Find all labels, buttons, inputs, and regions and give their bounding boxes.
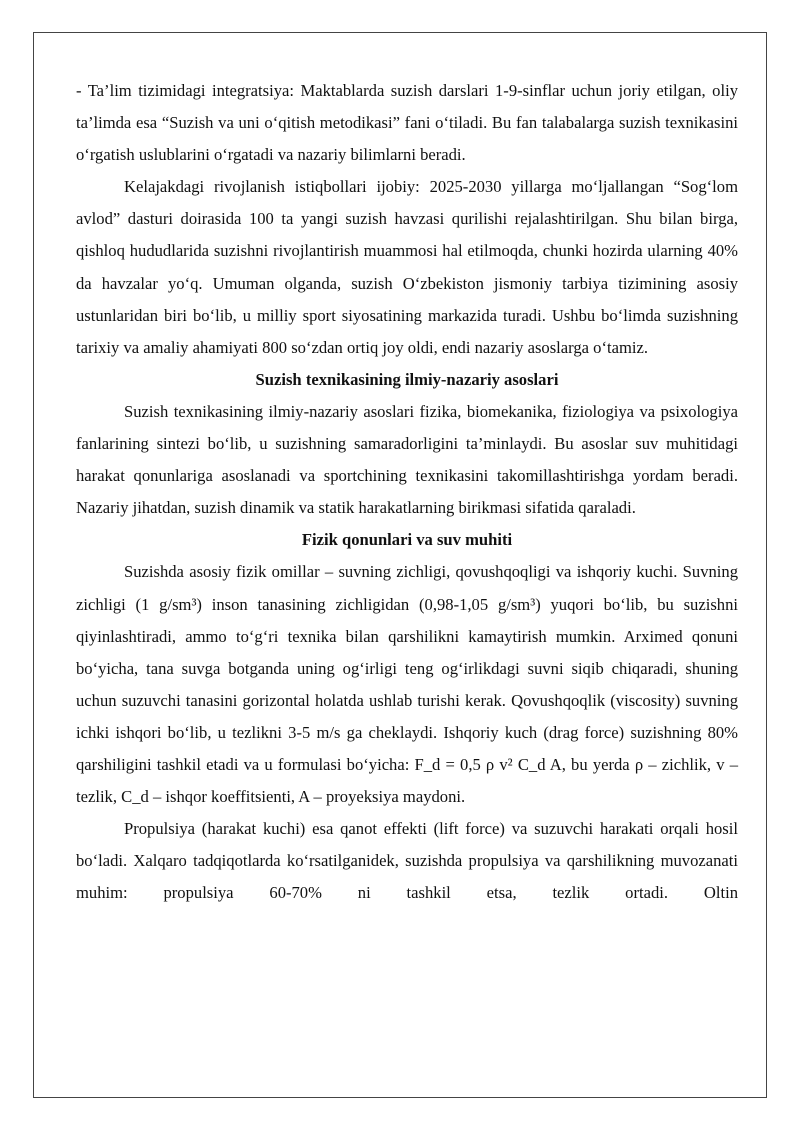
paragraph-theory: Suzish texnikasining ilmiy-nazariy asoslari fizika, biomekanika, fiziologiya va psixologiya fanlarining sintezi bo‘lib, u suzishning samaradorligini ta’minlaydi. Bu asoslar suv muhitidagi harakat qonunlariga asoslanadi va sportchining texnikasini takomillashtirishga yordam beradi. Nazariy jihatdan, suzish dinamik va statik harakatlarning birikmasi sifatida qaraladi. [76,401,738,518]
document-page [33,32,767,1098]
section-heading-theory: Suzish texnikasining ilmiy-nazariy asoslari [255,369,559,389]
paragraph-integration: - Ta’lim tizimidagi integratsiya: Maktablarda suzish darslari 1-9-sinflar uchun joriy etilgan, oliy ta’limda esa “Suzish va uni o‘qitish metodikasi” fani o‘tiladi. Bu fan talabalarga suzish texnikasini o‘rgatish uslublarini o‘rgatadi va nazariy bilimlarni beradi. [76,81,738,165]
paragraph-propulsion: Propulsiya (harakat kuchi) esa qanot effekti (lift force) va suzuvchi harakati orqali hosil bo‘ladi. Xalqaro tadqiqotlarda ko‘rsatilganidek, suzishda propulsiya va qarshilikning muvozanati muhim: propulsiya 60-70% ni tashkil etsa, tezlik ortadi. Oltin [76,819,738,903]
section-heading-physics: Fizik qonunlari va suv muhiti [301,530,513,550]
paragraph-physics: Suzishda asosiy fizik omillar – suvning zichligi, qovushqoqligi va ishqoriy kuchi. Suvning zichligi (1 g/sm³) inson tanasining zichligidan (0,98-1,05 g/sm³) yuqori bo‘lib, bu suzishni qiyinlashtiradi, ammo to‘g‘ri texnika bilan qarshilikni kamaytirish mumkin. Arximed qonuni bo‘yicha, tana suvga botganda uning og‘irligi teng og‘irlikdagi suvni siqib chiqaradi, shuning uchun suzuvchi tanasini gorizontal holatda ushlab turishi kerak. Qovushqoqlik (viscosity) suvning ichki ishqori bo‘lib, u tezlikni 3-5 m/s ga cheklaydi. Ishqoriy kuch (drag force) suzishning 80% qarshiligini tashkil etadi va u formulasi bo‘yicha: F_d = 0,5 ρ v² C_d A, bu yerda ρ – zichlik, v – tezlik, C_d – ishqor koeffitsienti, A – proyeksiya maydoni. [76,562,738,807]
paragraph-future-prospects: Kelajakdagi rivojlanish istiqbollari ijobiy: 2025-2030 yillarga mo‘ljallangan “Sog‘lom avlod” dasturi doirasida 100 ta yangi suzish havzasi qurilishi rejalashtirilgan. Shu bilan birga, qishloq hududlarida suzishni rivojlantirish muammosi hal etilmoqda, chunki hozirda ularning 40% da havzalar yo‘q. Umuman olganda, suzish O‘zbekiston jismoniy tarbiya tizimining asosiy ustunlaridan biri bo‘lib, u milliy sport siyosatining markazida turadi. Ushbu bo‘limda suzishning tarixiy va amaliy ahamiyati 800 so‘zdan ortiq joy oldi, endi nazariy asoslarga o‘tamiz. [76,177,738,357]
document-body [76,75,738,909]
